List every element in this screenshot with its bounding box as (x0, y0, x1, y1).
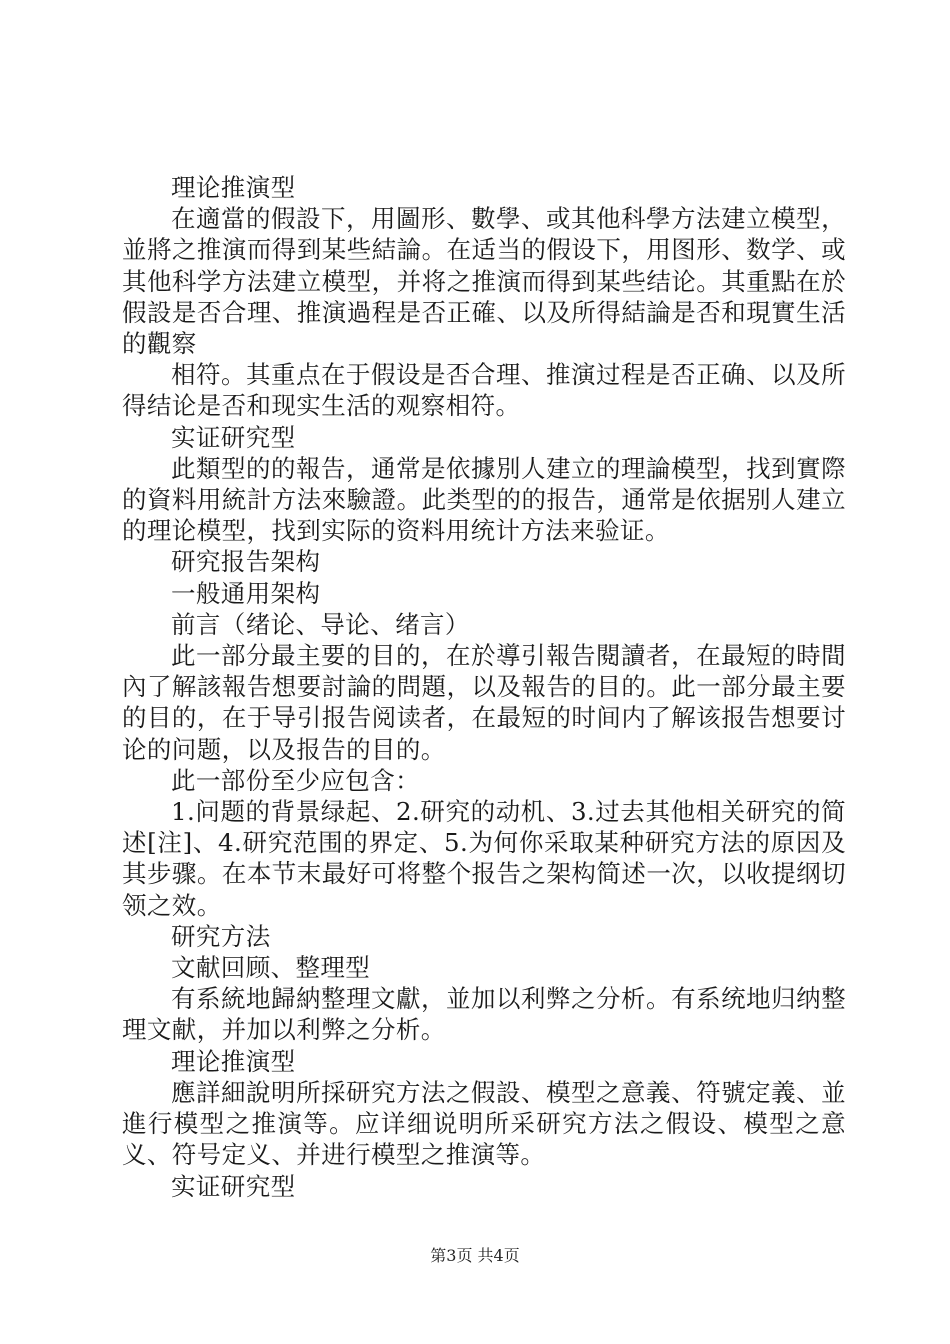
heading-theory-deduction-method: 理论推演型 (171, 1046, 296, 1076)
heading-empirical-research-method: 实证研究型 (171, 1171, 296, 1201)
heading-general-structure: 一般通用架构 (171, 578, 321, 608)
heading-report-structure: 研究报告架构 (171, 547, 321, 577)
paragraph-theory-deduction-description: 在適當的假設下，用圖形、數學、或其他科學方法建立模型，並將之推演而得到某些結論。在适当的假设下，用图形、数学、或其他科学方法建立模型，并将之推演而得到某些结论。其重點在於假設是否合理、推演過程是否正確、以及所得結論是否和現實生活的觀察 (122, 204, 846, 359)
paragraph-introduction-contents-lead: 此一部份至少应包含： (171, 765, 420, 795)
page-number-footer: 第3页 共4页 (430, 1246, 520, 1265)
document-body (122, 172, 846, 1202)
paragraph-introduction-contents-list: 1.问题的背景绿起、2.研究的动机、3.过去其他相关研究的简述[注]、4.研究范围的界定、5.为何你采取某种研究方法的原因及其步骤。在本节末最好可将整个报告之架构简述一次，以收提纲切领之效。 (122, 797, 846, 920)
paragraph-empirical-research-description: 此類型的的報告，通常是依據別人建立的理論模型，找到實際的資料用統計方法來驗證。此类型的的报告，通常是依据别人建立的理论模型，找到实际的资料用统计方法来验证。 (122, 453, 846, 546)
heading-empirical-research: 实证研究型 (171, 422, 296, 452)
heading-research-methods: 研究方法 (171, 921, 271, 951)
heading-introduction: 前言（绪论、导论、绪言） (171, 609, 470, 639)
paragraph-theory-deduction-method-description: 應詳細說明所採研究方法之假設、模型之意義、符號定義、並進行模型之推演等。应详细说明所采研究方法之假设、模型之意义、符号定义、并进行模型之推演等。 (122, 1077, 846, 1170)
paragraph-theory-deduction-continued: 相符。其重点在于假设是否合理、推演过程是否正确、以及所得结论是否和现实生活的观察相符。 (122, 360, 846, 421)
heading-theory-deduction: 理论推演型 (171, 173, 296, 202)
heading-literature-review: 文献回顾、整理型 (171, 953, 371, 983)
paragraph-introduction-purpose: 此一部分最主要的目的，在於導引報告閱讀者，在最短的時間內了解該報告想要討論的問題，以及報告的目的。此一部分最主要的目的，在于导引报告阅读者，在最短的时间内了解该报告想要讨论的问题，以及报告的目的。 (122, 641, 846, 764)
paragraph-literature-review-description: 有系統地歸納整理文獻，並加以利弊之分析。有系统地归纳整理文献，并加以利弊之分析。 (122, 984, 846, 1045)
